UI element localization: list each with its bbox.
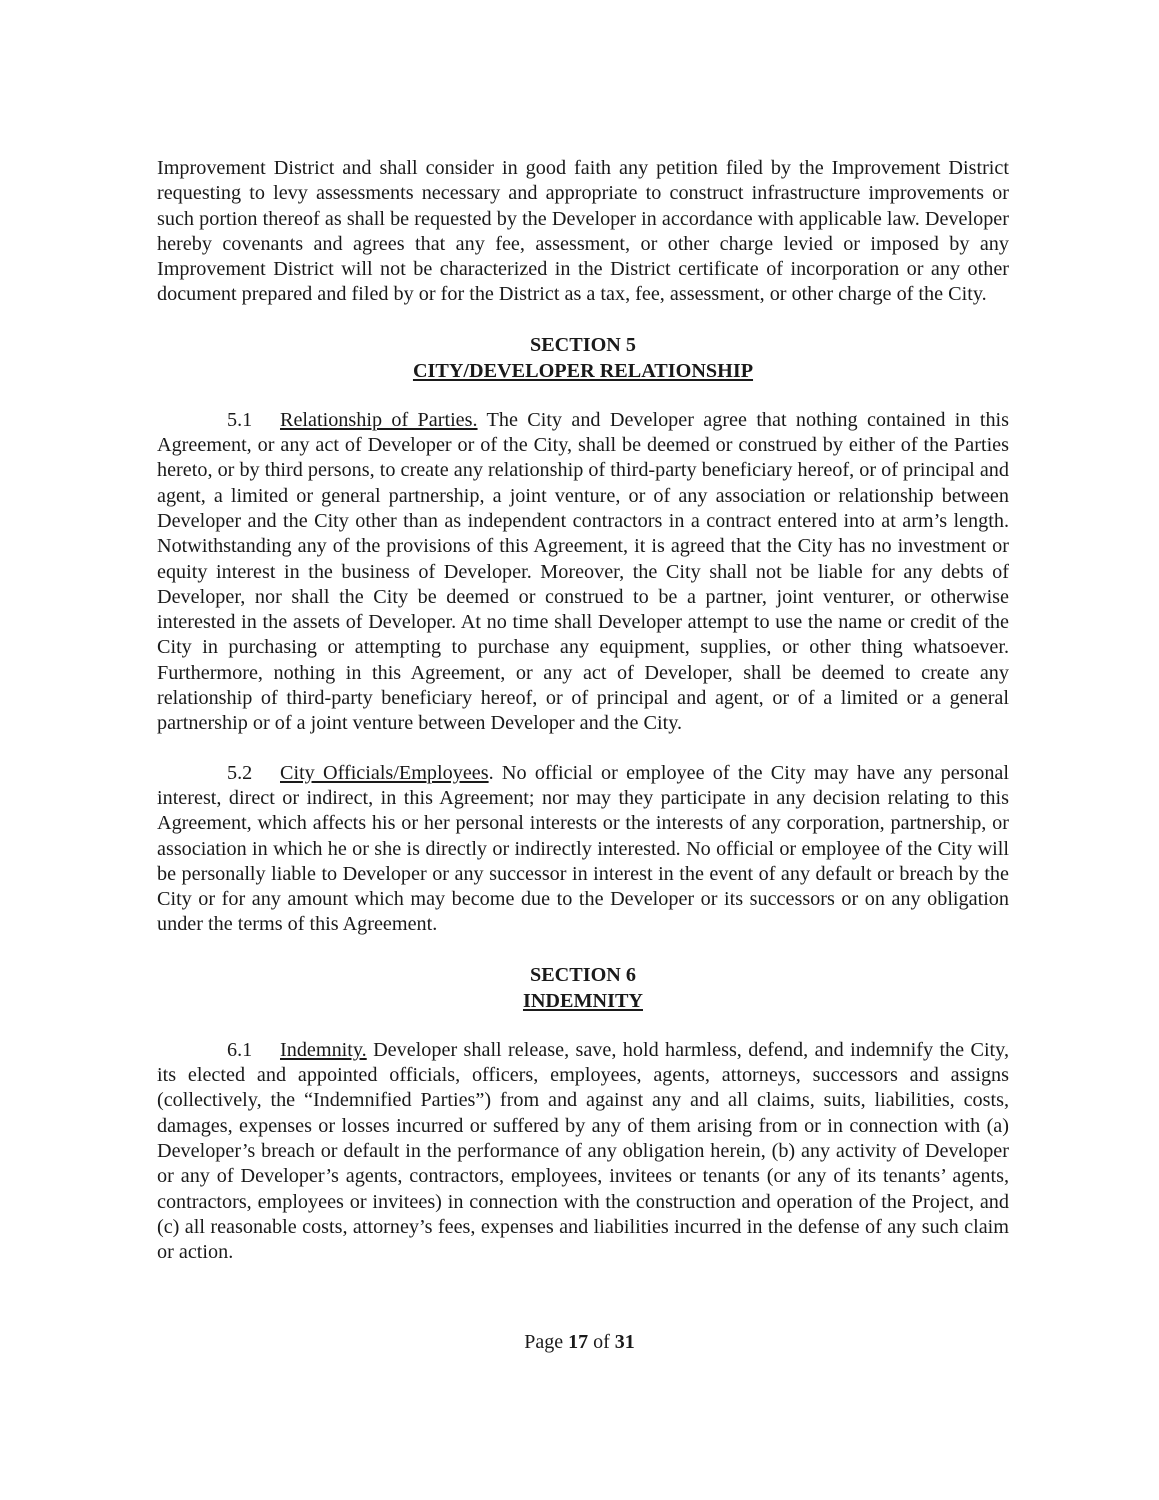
section-5-title: CITY/DEVELOPER RELATIONSHIP	[412, 359, 754, 382]
page-current: 17	[568, 1331, 589, 1353]
page-total: 31	[614, 1331, 635, 1353]
section-5	[157, 332, 1009, 938]
clause-5-1	[157, 408, 1009, 737]
clause-text: Developer shall release, save, hold harmless, defend, and indemnify the City, its elected and appointed officials, officers, employees, agents, attorneys, successors and assigns (collectively, the “Indemnified Parties”) from and against any and all claims, suits, liabilities, costs, damages, expenses or losses incurred or suffered by any of them arising from or in connection with (a) Developer’s breach or default in the performance of any obligation herein, (b) any activity of Developer or any of Developer’s agents, contractors, employees, invitees or tenants (or any of its tenants’ agents, contractors, employees or invitees) in connection with the construction and operation of the Project, and (c) all reasonable costs, attorney’s fees, expenses and liabilities incurred in the defense of any such claim or action.	[157, 1038, 1009, 1264]
clause-6-1	[157, 1038, 1009, 1266]
section-6	[157, 962, 1009, 1266]
of-word: of	[593, 1331, 610, 1353]
page-word: Page	[524, 1331, 564, 1353]
clause-text: . No official or employee of the City may have any personal interest, direct or indirect, in this Agreement; nor may they participate in any decision relating to this Agreement, which affects his or her personal interests or the interests of any corporation, partnership, or association in which he or she is directly or indirectly interested. No official or employee of the City will be personally liable to Developer or any successor in interest in the event of any default or breach by the City or for any amount which may become due to the Developer or its successors or on any obligation under the terms of this Agreement.	[157, 761, 1009, 936]
clause-number: 6.1	[227, 1038, 253, 1061]
page-footer	[0, 1331, 1159, 1354]
clause-5-2	[157, 761, 1009, 938]
section-6-title: INDEMNITY	[522, 989, 643, 1012]
clause-number: 5.2	[227, 761, 253, 784]
document-page	[157, 156, 1009, 1265]
clause-text: The City and Developer agree that nothing contained in this Agreement, or any act of Developer or of the City, shall be deemed or construed by either of the Parties hereto, or by third persons, to create any relationship of third-party beneficiary hereof, or of principal and agent, a limited or general partnership, a joint venture, or of any association or relationship between Developer and the City other than as independent contractors in a contract entered into at arm’s length. Notwithstanding any of the provisions of this Agreement, it is agreed that the City has no investment or equity interest in the business of Developer. Moreover, the City shall not be liable for any debts of Developer, nor shall the City be deemed or construed to be a partner, joint venturer, or otherwise interested in the assets of Developer. At no time shall Developer attempt to use the name or credit of the City in purchasing or attempting to purchase any equipment, supplies, or other thing whatsoever. Furthermore, nothing in this Agreement, or any act of Developer, shall be deemed to create any relationship of third-party beneficiary hereof, or of principal and agent, or of a limited or a general partnership or of a joint venture between Developer and the City.	[157, 408, 1009, 735]
section-5-number: SECTION 5	[529, 333, 636, 356]
intro-paragraph: Improvement District and shall consider in good faith any petition filed by the Improvement District requesting to levy assessments necessary and appropriate to construct infrastructure improvements or such portion thereof as shall be requested by the Developer in accordance with applicable law. Developer hereby covenants and agrees that any fee, assessment, or other charge levied or imposed by any Improvement District will not be characterized in the District certificate of incorporation or any other document prepared and filed by or for the District as a tax, fee, assessment, or other charge of the City.	[157, 157, 1009, 306]
clause-title: Relationship of Parties.	[280, 408, 478, 431]
clause-title: City Officials/Employees	[280, 761, 489, 784]
clause-title: Indemnity.	[280, 1038, 367, 1061]
section-6-number: SECTION 6	[529, 963, 636, 986]
clause-number: 5.1	[227, 408, 253, 431]
